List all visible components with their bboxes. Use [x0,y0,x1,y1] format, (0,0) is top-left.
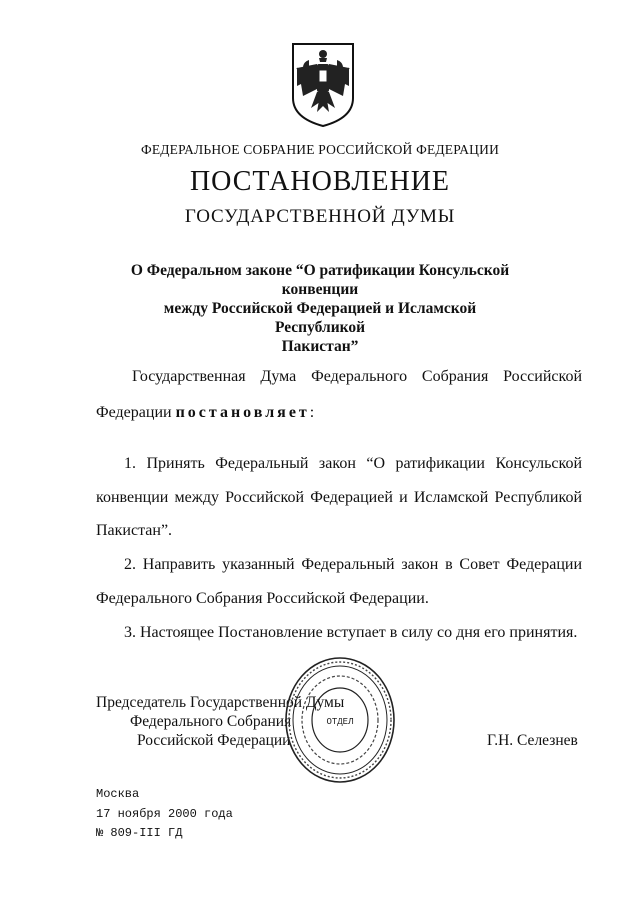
document-authority: ГОСУДАРСТВЕННОЙ ДУМЫ [184,206,456,227]
clause-line: 2. Направить указанный Федеральный закон в Совет Федерации [124,556,582,573]
signatory-title-line: Российской Федерации [137,732,291,749]
resolution-verb: постановляет [175,404,310,421]
document-number: № 809-III ГД [96,826,183,840]
subject-line: между Российской Федерацией и Исламской Республикой [163,300,477,336]
parliament-name: ФЕДЕРАЛЬНОЕ СОБРАНИЕ РОССИЙСКОЙ ФЕДЕРАЦИИ [140,142,500,157]
official-stamp [284,656,396,784]
clause-line: 3. Настоящее Постановление вступает в силу со дня его принятия. [124,624,578,641]
preamble-line [96,404,314,422]
clause-line: Федерального Собрания Российской Федерации. [96,590,429,607]
date-of-signing: 17 ноября 2000 года [96,807,233,821]
preamble-text: : [309,404,315,421]
signatory-title-line: Федерального Собрания [130,713,292,730]
subject-line: О Федеральном законе “О ратификации Консульской конвенции [130,262,510,298]
signatory-title-line: Председатель Государственной Думы [96,694,345,711]
document-subject [120,261,520,356]
russian-coat-of-arms-icon [289,40,357,128]
place-of-signing: Москва [96,787,140,801]
preamble-line: Государственная Дума Федерального Собрания Российской [132,368,582,385]
clause-line: конвенции между Российской Федерацией и Исламской Республикой [96,489,582,506]
signatory-name: Г.Н. Селезнев [487,732,578,749]
clause-line: 1. Принять Федеральный закон “О ратификации Консульской [124,455,582,472]
document-type-title: ПОСТАНОВЛЕНИЕ [189,166,451,197]
preamble-text: Федерации [96,404,176,421]
subject-line: Пакистан” [281,338,359,355]
clause-line: Пакистан”. [96,522,173,539]
stamp-center-text: ОТДЕЛ [326,717,354,727]
